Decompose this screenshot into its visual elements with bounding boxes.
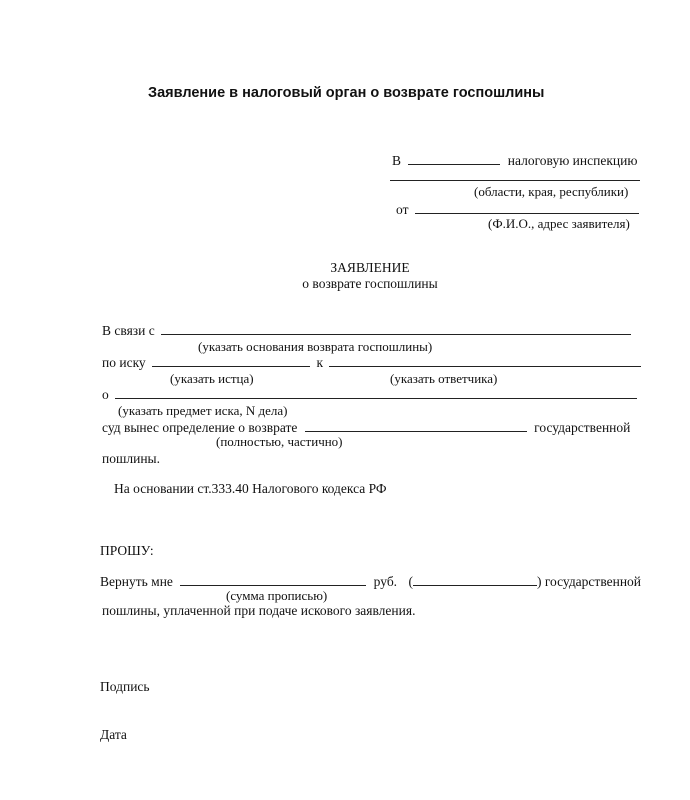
extent-hint: (полностью, частично) [216,434,343,449]
return-suffix: государственной [544,574,642,589]
return-prefix: Вернуть мне [100,574,173,589]
region-blank[interactable] [390,166,640,181]
document-title: Заявление в налоговый орган о возврате госпошлины [148,85,545,101]
to-prefix: В [392,153,402,168]
line2-prefix: по иску [102,355,146,370]
line4-suffix: государственной [534,420,631,435]
heading: ЗАЯВЛЕНИЕ [330,260,410,275]
region-hint: (области, края, республики) [474,184,629,199]
applicant-hint: (Ф.И.О., адрес заявителя) [488,216,630,231]
rub-label: руб. [373,574,398,589]
body-line-4 [102,419,630,436]
body-line-1 [102,322,631,339]
line2-mid: к [316,355,323,370]
extent-blank[interactable] [305,419,527,432]
from-prefix: от [396,202,409,217]
reason-blank[interactable] [161,322,631,335]
paid-line: пошлины, уплаченной при подаче искового заявления. [102,603,416,618]
line1-prefix: В связи с [102,323,155,338]
body-line-2 [102,354,641,371]
amount-words-blank[interactable] [180,573,366,586]
amount-digits-blank[interactable] [413,573,537,586]
subject-hint: (указать предмет иска, N дела) [118,403,288,418]
inspection-blank[interactable] [408,152,500,165]
amount-hint: (сумма прописью) [226,588,328,603]
subheading: о возврате госпошлины [302,276,438,291]
reason-hint: (указать основания возврата госпошлины) [198,339,433,354]
line4-prefix: суд вынес определение о возврате [102,420,298,435]
body-line-5: пошлины. [102,451,161,466]
plaintiff-hint: (указать истца) [170,371,254,386]
applicant-blank[interactable] [415,201,639,214]
line3-prefix: о [102,387,109,402]
body-line-3 [102,386,637,403]
signature-label: Подпись [100,679,150,694]
basis-text: На основании ст.333.40 Налогового кодекса РФ [114,481,387,496]
request-heading: ПРОШУ: [100,543,154,558]
paren-open: ( [408,574,413,589]
defendant-blank[interactable] [329,354,641,367]
date-label: Дата [100,727,127,742]
paren-close: ) [536,574,542,589]
request-line [100,573,641,590]
to-suffix: налоговую инспекцию [507,153,638,168]
defendant-hint: (указать ответчика) [390,371,498,386]
plaintiff-blank[interactable] [152,354,310,367]
subject-blank[interactable] [115,386,637,399]
